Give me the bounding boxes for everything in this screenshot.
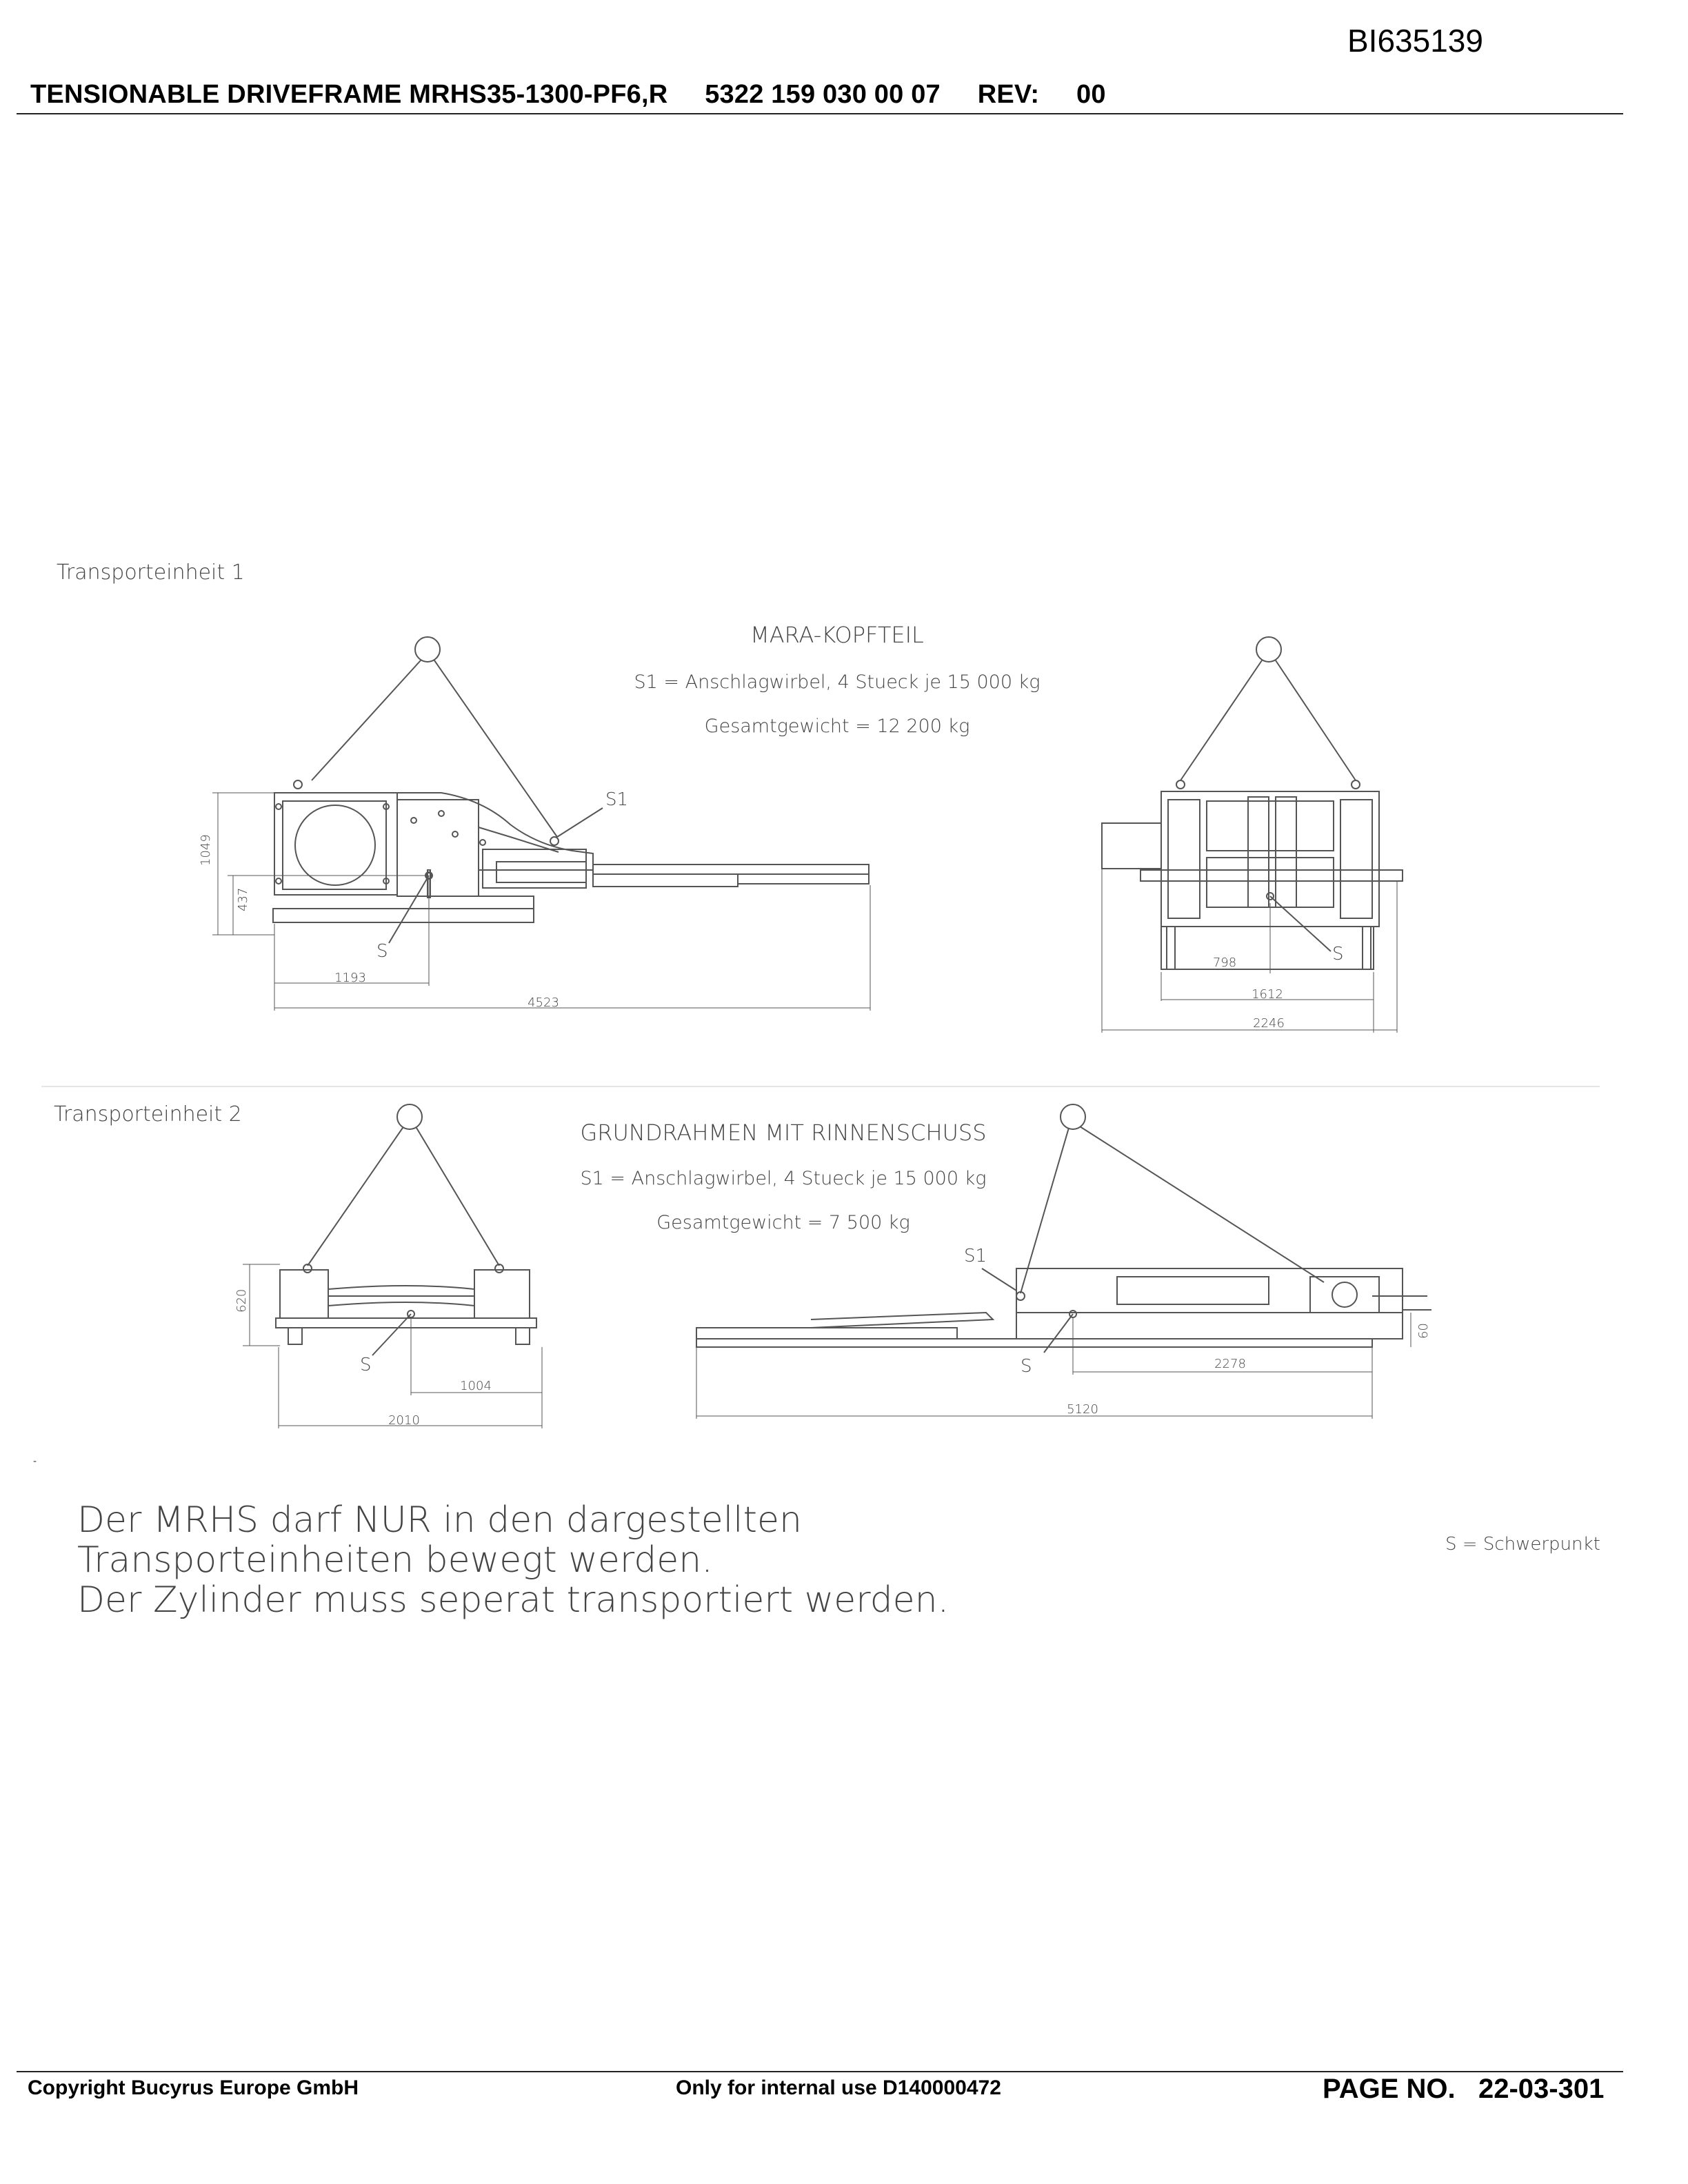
unit1-front-view xyxy=(1102,637,1403,1033)
legend-schwerpunkt: S = Schwerpunkt xyxy=(1445,1534,1600,1555)
dim-5120: 5120 xyxy=(1067,1402,1098,1417)
dim-60: 60 xyxy=(1416,1323,1431,1339)
unit2-weight: Gesamtgewicht = 7 500 kg xyxy=(656,1212,910,1233)
unit1-weight: Gesamtgewicht = 12 200 kg xyxy=(704,716,970,737)
dim-620: 620 xyxy=(234,1288,249,1313)
note-line-3: Der Zylinder muss seperat transportiert werden. xyxy=(77,1579,950,1621)
page-number xyxy=(1323,2074,1604,2105)
rev-value: 00 xyxy=(1076,80,1106,109)
title-text: TENSIONABLE DRIVEFRAME MRHS35-1300-PF6,R xyxy=(30,80,668,109)
unit2-s1-tag: S1 xyxy=(964,1246,987,1266)
unit1-s1-tag: S1 xyxy=(605,789,629,810)
unit1-label: Transporteinheit 1 xyxy=(57,560,245,585)
dim-2246: 2246 xyxy=(1253,1016,1285,1031)
dim-437: 437 xyxy=(236,887,250,911)
rev-label: REV: xyxy=(977,80,1040,109)
unit2-s-tag-end: S xyxy=(360,1355,372,1375)
unit2-label: Transporteinheit 2 xyxy=(54,1102,242,1126)
dim-1193: 1193 xyxy=(334,971,366,985)
note-line-1: Der MRHS darf NUR in den dargestellten xyxy=(77,1499,802,1541)
copyright: Copyright Bucyrus Europe GmbH xyxy=(28,2076,359,2099)
dim-1004: 1004 xyxy=(460,1379,492,1393)
unit1-s-tag-front: S xyxy=(1332,944,1344,964)
dim-798: 798 xyxy=(1212,956,1237,970)
unit2-end-view xyxy=(243,1104,542,1428)
unit2-s1-desc: S1 = Anschlagwirbel, 4 Stueck je 15 000 kg xyxy=(580,1168,987,1189)
dim-2278: 2278 xyxy=(1214,1357,1246,1371)
page-value: 22-03-301 xyxy=(1478,2074,1605,2104)
svg-text:-: - xyxy=(33,1456,37,1467)
document-id: BI635139 xyxy=(1347,23,1483,59)
internal-use-note: Only for internal use D140000472 xyxy=(676,2076,1001,2099)
unit1-name: MARA-KOPFTEIL xyxy=(750,622,924,648)
unit2-name: GRUNDRAHMEN MIT RINNENSCHUSS xyxy=(580,1120,987,1146)
dim-4523: 4523 xyxy=(528,995,559,1010)
unit2-side-view xyxy=(696,1104,1431,1419)
dim-2010: 2010 xyxy=(388,1413,420,1428)
footer-divider xyxy=(17,2071,1623,2072)
dim-1049: 1049 xyxy=(199,834,213,866)
unit1-s-tag-side: S xyxy=(376,941,388,962)
page-label: PAGE NO. xyxy=(1323,2074,1456,2104)
part-number: 5322 159 030 00 07 xyxy=(705,80,941,109)
unit1-side-view xyxy=(212,637,870,1011)
unit2-s-tag-side: S xyxy=(1021,1356,1032,1377)
unit1-s1-desc: S1 = Anschlagwirbel, 4 Stueck je 15 000 kg xyxy=(634,671,1041,693)
note-line-2: Transporteinheiten bewegt werden. xyxy=(77,1539,713,1581)
dim-1612: 1612 xyxy=(1252,987,1283,1002)
